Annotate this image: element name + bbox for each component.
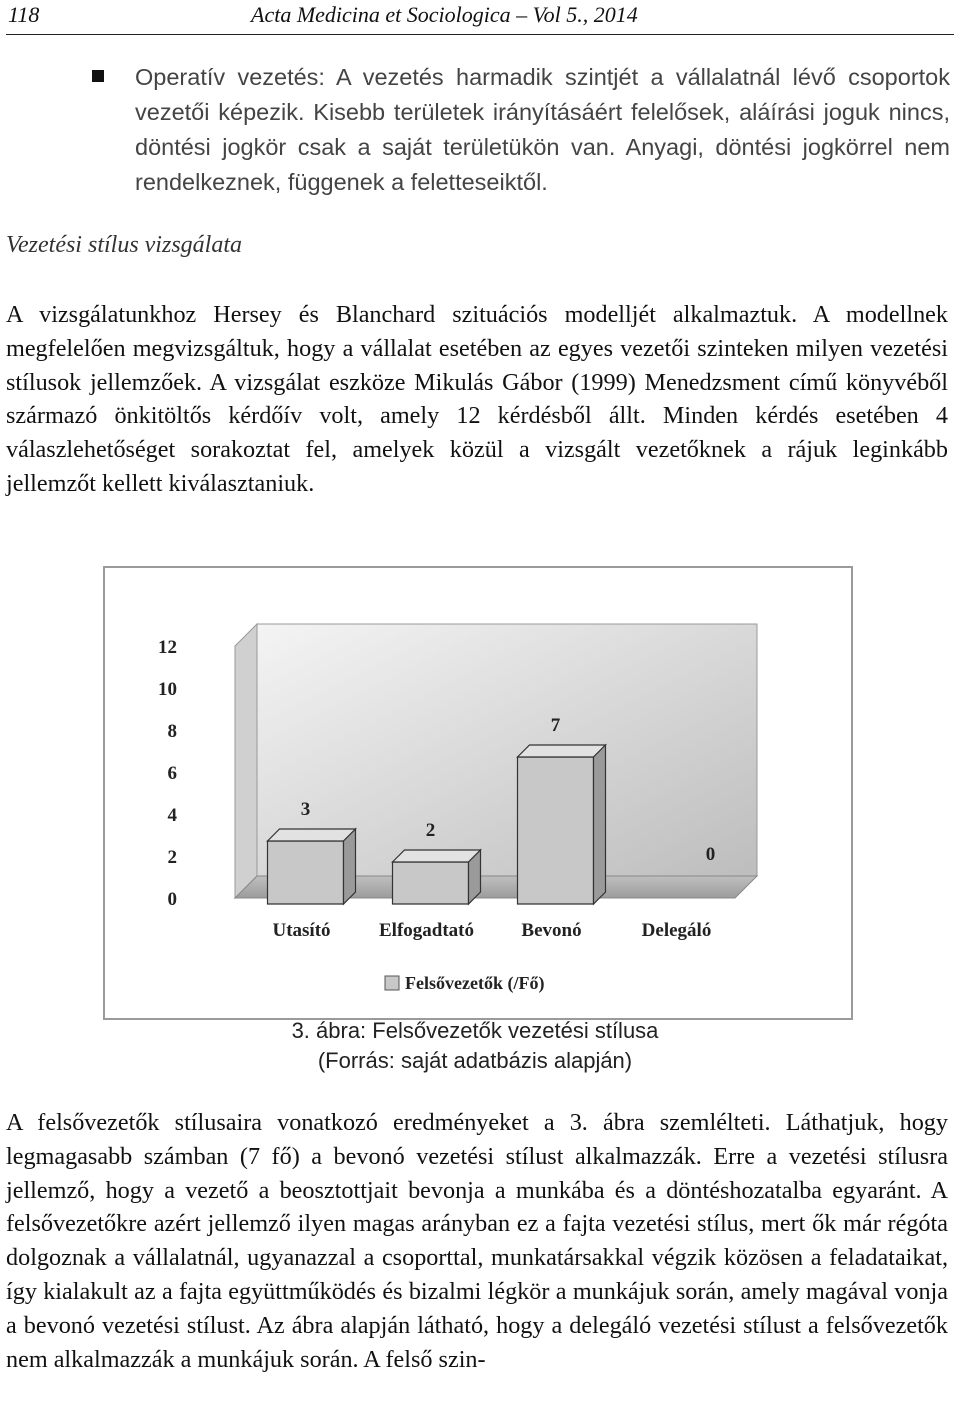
bar (393, 862, 469, 904)
bar-top (268, 829, 356, 841)
bullet-paragraph: Operatív vezetés: A vezetés harmadik szintjét a vállalatnál lévő csoportok vezetői képezik. Kisebb területek irányításáért felelősek, aláírási joguk nincs, döntési jogkör csak a saját területükön van. Anyagi, döntési jogkörrel nem rendelkeznek, függenek a feletteseiktől. (135, 64, 950, 195)
y-tick-label: 4 (167, 805, 177, 826)
legend-swatch (385, 976, 399, 990)
figure-caption: 3. ábra: Felsővezetők vezetési stílusa (291, 1018, 659, 1043)
bar-side (344, 829, 356, 904)
body-paragraph-2: A felsővezetők stílusaira vonatkozó eredményeket a 3. ábra szemlélteti. Láthatjuk, hogy legmagasabb számban (7 fő) a bevonó vezetési stílust alkalmazzák. Erre a vezetési stílusra jellemző, hogy a vezető a beosztottjait bevonja a munkába és a döntéshozatalba egyaránt. A felsővezetőkre azért jellemző ilyen magas arányban ez a fajta vezetési stílus, mert ők már régóta dolgoznak a vállalatnál, ugyanazzal a csoporttal, munkatársakkal végzik közösen a feladataikat, így kialakult az a fajta együttműködés és bizalmi légkör a munkájuk során, amely magával vonja a bevonó vezetési stílust. Az ábra alapján látható, hogy a delegáló vezetési stílust a felsővezetők nem alkalmazzák a munkájuk során. A felső szin- (6, 1109, 948, 1373)
y-tick-label: 10 (158, 679, 177, 700)
body-paragraph-1: A vizsgálatunkhoz Hersey és Blanchard szituációs modelljét alkalmaztuk. A modellnek megfelelően megvizsgáltuk, hogy a vállalat esetében az egyes vezetői szinteken milyen vezetési stílusok jellemzőek. A vizsgálat eszköze Mikulás Gábor (1999) Menedzsment című könyvéből származó önkitöltős kérdőív volt, amely 12 kérdésből állt. Minden kérdés esetében 4 válaszlehetőséget sorakoztat fel, amelyek közül a vizsgált vezetőknek a rájuk leginkább jellemzőt kellett kiválasztaniuk. (6, 301, 948, 497)
data-label: 2 (425, 820, 436, 841)
bar-chart (105, 568, 851, 1018)
journal-title: Acta Medicina et Sociologica – Vol 5., 2014 (251, 2, 638, 27)
bar (268, 841, 344, 904)
y-tick-label: 6 (167, 763, 177, 784)
figure-source: (Forrás: saját adatbázis alapján) (317, 1048, 633, 1073)
y-tick-label: 0 (167, 889, 177, 910)
bar-top (393, 850, 481, 862)
bar-top (518, 745, 606, 757)
page-number: 118 (8, 2, 40, 27)
data-label: 0 (705, 844, 716, 865)
x-tick-label: Delegáló (641, 920, 712, 941)
section-title: Vezetési stílus vizsgálata (6, 232, 242, 258)
data-label: 3 (300, 799, 311, 820)
bar-side (594, 745, 606, 904)
x-tick-label: Utasító (272, 920, 331, 941)
page-header (6, 0, 954, 35)
y-tick-label: 12 (158, 637, 177, 658)
legend-label: Felsővezetők (/Fő) (405, 973, 545, 993)
x-tick-label: Bevonó (521, 920, 582, 941)
bullet-square-icon (92, 70, 104, 82)
data-label: 7 (550, 715, 561, 736)
y-tick-label: 2 (167, 847, 177, 868)
chart-side-wall (235, 624, 257, 898)
figure-chart (103, 566, 853, 1020)
bar (518, 757, 594, 904)
y-tick-label: 8 (167, 721, 177, 742)
x-tick-label: Elfogadtató (379, 920, 474, 941)
